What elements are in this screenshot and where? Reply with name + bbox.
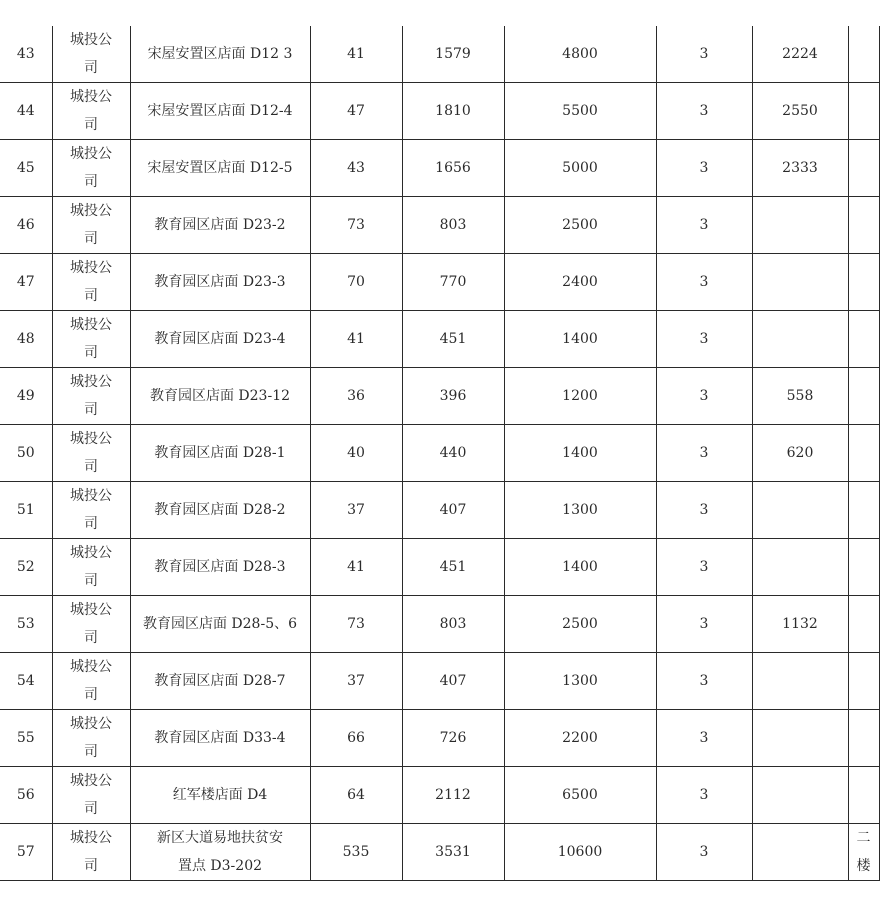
location-cell bbox=[130, 596, 310, 653]
note-cell bbox=[848, 767, 879, 824]
unit-cell bbox=[52, 26, 130, 83]
unit-cell bbox=[52, 254, 130, 311]
value-cell-7 bbox=[752, 482, 848, 539]
value-cell-6: 3 bbox=[656, 767, 752, 824]
value-cell-3: 47 bbox=[310, 83, 402, 140]
location-line: 教育园区店面 D23-12 bbox=[149, 388, 291, 404]
value-cell-5: 2500 bbox=[504, 596, 656, 653]
location-cell bbox=[130, 482, 310, 539]
value-cell-4: 726 bbox=[402, 710, 504, 767]
table-row bbox=[0, 140, 879, 197]
value-cell-5: 1400 bbox=[504, 425, 656, 482]
value-cell-3: 36 bbox=[310, 368, 402, 425]
unit-line: 司 bbox=[84, 345, 98, 361]
table-row bbox=[0, 26, 879, 83]
rental-table bbox=[0, 26, 880, 881]
value-cell-5: 2400 bbox=[504, 254, 656, 311]
note-cell bbox=[848, 83, 879, 140]
row-number-cell: 51 bbox=[0, 482, 52, 539]
unit-cell bbox=[52, 596, 130, 653]
unit-line: 司 bbox=[84, 516, 98, 532]
table-row bbox=[0, 710, 879, 767]
table-row bbox=[0, 824, 879, 881]
unit-line: 城投公 bbox=[70, 32, 112, 48]
table-row bbox=[0, 83, 879, 140]
value-cell-5: 4800 bbox=[504, 26, 656, 83]
unit-line: 城投公 bbox=[70, 830, 112, 846]
location-line: 教育园区店面 D33-4 bbox=[154, 730, 286, 746]
value-cell-4: 407 bbox=[402, 653, 504, 710]
value-cell-7 bbox=[752, 710, 848, 767]
row-number-cell: 45 bbox=[0, 140, 52, 197]
unit-line: 城投公 bbox=[70, 659, 112, 675]
row-number-cell: 48 bbox=[0, 311, 52, 368]
unit-line: 司 bbox=[84, 231, 98, 247]
value-cell-7 bbox=[752, 254, 848, 311]
value-cell-3: 70 bbox=[310, 254, 402, 311]
location-cell bbox=[130, 710, 310, 767]
unit-cell bbox=[52, 140, 130, 197]
unit-cell bbox=[52, 653, 130, 710]
value-cell-4: 3531 bbox=[402, 824, 504, 881]
row-number-cell: 46 bbox=[0, 197, 52, 254]
value-cell-4: 1579 bbox=[402, 26, 504, 83]
location-cell bbox=[130, 767, 310, 824]
location-line: 新区大道易地扶贫安 bbox=[157, 830, 283, 846]
row-number-cell: 53 bbox=[0, 596, 52, 653]
value-cell-7 bbox=[752, 653, 848, 710]
row-number-cell: 47 bbox=[0, 254, 52, 311]
value-cell-3: 73 bbox=[310, 197, 402, 254]
row-number-cell: 44 bbox=[0, 83, 52, 140]
unit-cell bbox=[52, 482, 130, 539]
value-cell-4: 407 bbox=[402, 482, 504, 539]
unit-line: 城投公 bbox=[70, 203, 112, 219]
value-cell-7: 2550 bbox=[752, 83, 848, 140]
note-cell bbox=[848, 824, 879, 881]
table-row bbox=[0, 482, 879, 539]
value-cell-6: 3 bbox=[656, 596, 752, 653]
value-cell-5: 1200 bbox=[504, 368, 656, 425]
row-number-cell: 52 bbox=[0, 539, 52, 596]
note-cell bbox=[848, 311, 879, 368]
location-cell bbox=[130, 824, 310, 881]
location-cell bbox=[130, 254, 310, 311]
value-cell-4: 451 bbox=[402, 311, 504, 368]
unit-line: 城投公 bbox=[70, 260, 112, 276]
row-number-cell: 54 bbox=[0, 653, 52, 710]
location-cell bbox=[130, 653, 310, 710]
unit-line: 城投公 bbox=[70, 374, 112, 390]
value-cell-5: 6500 bbox=[504, 767, 656, 824]
value-cell-7: 558 bbox=[752, 368, 848, 425]
location-line: 教育园区店面 D23-4 bbox=[154, 331, 286, 347]
value-cell-3: 64 bbox=[310, 767, 402, 824]
location-cell bbox=[130, 368, 310, 425]
location-cell bbox=[130, 83, 310, 140]
location-line: 宋屋安置区店面 D12-4 bbox=[147, 103, 293, 119]
unit-cell bbox=[52, 824, 130, 881]
value-cell-3: 41 bbox=[310, 311, 402, 368]
note-cell bbox=[848, 425, 879, 482]
value-cell-7: 2224 bbox=[752, 26, 848, 83]
row-number-cell: 50 bbox=[0, 425, 52, 482]
unit-line: 城投公 bbox=[70, 545, 112, 561]
note-cell bbox=[848, 482, 879, 539]
location-line: 教育园区店面 D23-3 bbox=[154, 274, 286, 290]
value-cell-5: 2500 bbox=[504, 197, 656, 254]
value-cell-7: 2333 bbox=[752, 140, 848, 197]
value-cell-3: 37 bbox=[310, 482, 402, 539]
row-number-cell: 43 bbox=[0, 26, 52, 83]
unit-line: 司 bbox=[84, 687, 98, 703]
unit-line: 司 bbox=[84, 858, 98, 874]
table-row bbox=[0, 368, 879, 425]
value-cell-7 bbox=[752, 539, 848, 596]
table-row bbox=[0, 311, 879, 368]
unit-line: 司 bbox=[84, 459, 98, 475]
unit-line: 司 bbox=[84, 60, 98, 76]
value-cell-4: 2112 bbox=[402, 767, 504, 824]
table-row bbox=[0, 596, 879, 653]
value-cell-6: 3 bbox=[656, 311, 752, 368]
unit-cell bbox=[52, 197, 130, 254]
note-cell bbox=[848, 140, 879, 197]
location-cell bbox=[130, 140, 310, 197]
note-cell bbox=[848, 26, 879, 83]
value-cell-5: 5000 bbox=[504, 140, 656, 197]
value-cell-7 bbox=[752, 767, 848, 824]
unit-line: 城投公 bbox=[70, 488, 112, 504]
unit-cell bbox=[52, 767, 130, 824]
value-cell-6: 3 bbox=[656, 140, 752, 197]
location-line: 教育园区店面 D28-1 bbox=[154, 445, 286, 461]
location-line: 教育园区店面 D28-5、6 bbox=[142, 616, 298, 632]
table-row bbox=[0, 197, 879, 254]
value-cell-7 bbox=[752, 311, 848, 368]
location-line: 教育园区店面 D28-7 bbox=[154, 673, 286, 689]
value-cell-5: 1300 bbox=[504, 482, 656, 539]
unit-line: 城投公 bbox=[70, 602, 112, 618]
unit-line: 司 bbox=[84, 573, 98, 589]
table-body bbox=[0, 26, 879, 881]
value-cell-5: 1400 bbox=[504, 311, 656, 368]
location-line: 教育园区店面 D23-2 bbox=[154, 217, 286, 233]
value-cell-6: 3 bbox=[656, 824, 752, 881]
value-cell-3: 66 bbox=[310, 710, 402, 767]
value-cell-3: 40 bbox=[310, 425, 402, 482]
value-cell-5: 10600 bbox=[504, 824, 656, 881]
value-cell-4: 1810 bbox=[402, 83, 504, 140]
location-cell bbox=[130, 197, 310, 254]
note-cell bbox=[848, 653, 879, 710]
value-cell-3: 73 bbox=[310, 596, 402, 653]
value-cell-6: 3 bbox=[656, 83, 752, 140]
row-number-cell: 56 bbox=[0, 767, 52, 824]
location-line: 教育园区店面 D28-2 bbox=[154, 502, 286, 518]
value-cell-4: 440 bbox=[402, 425, 504, 482]
value-cell-7 bbox=[752, 824, 848, 881]
location-cell bbox=[130, 425, 310, 482]
unit-cell bbox=[52, 83, 130, 140]
value-cell-6: 3 bbox=[656, 653, 752, 710]
value-cell-3: 43 bbox=[310, 140, 402, 197]
value-cell-6: 3 bbox=[656, 482, 752, 539]
value-cell-4: 770 bbox=[402, 254, 504, 311]
note-cell bbox=[848, 539, 879, 596]
value-cell-6: 3 bbox=[656, 539, 752, 596]
location-line: 红军楼店面 D4 bbox=[172, 787, 268, 803]
location-cell bbox=[130, 26, 310, 83]
value-cell-5: 1400 bbox=[504, 539, 656, 596]
value-cell-5: 1300 bbox=[504, 653, 656, 710]
unit-line: 司 bbox=[84, 402, 98, 418]
unit-line: 司 bbox=[84, 174, 98, 190]
value-cell-5: 2200 bbox=[504, 710, 656, 767]
value-cell-7: 620 bbox=[752, 425, 848, 482]
note-line: 二 bbox=[856, 830, 871, 846]
unit-line: 司 bbox=[84, 117, 98, 133]
value-cell-7 bbox=[752, 197, 848, 254]
unit-line: 城投公 bbox=[70, 89, 112, 105]
value-cell-7: 1132 bbox=[752, 596, 848, 653]
unit-line: 城投公 bbox=[70, 431, 112, 447]
table-row bbox=[0, 254, 879, 311]
value-cell-3: 37 bbox=[310, 653, 402, 710]
value-cell-4: 803 bbox=[402, 596, 504, 653]
unit-line: 城投公 bbox=[70, 146, 112, 162]
unit-cell bbox=[52, 539, 130, 596]
value-cell-4: 803 bbox=[402, 197, 504, 254]
location-line: 宋屋安置区店面 D12-5 bbox=[147, 160, 293, 176]
value-cell-6: 3 bbox=[656, 425, 752, 482]
table-row bbox=[0, 653, 879, 710]
document-page bbox=[0, 26, 893, 881]
location-line: 教育园区店面 D28-3 bbox=[154, 559, 286, 575]
location-line: 置点 D3-202 bbox=[177, 858, 263, 874]
unit-cell bbox=[52, 311, 130, 368]
value-cell-6: 3 bbox=[656, 26, 752, 83]
note-cell bbox=[848, 368, 879, 425]
value-cell-3: 41 bbox=[310, 539, 402, 596]
value-cell-6: 3 bbox=[656, 254, 752, 311]
unit-line: 司 bbox=[84, 630, 98, 646]
note-cell bbox=[848, 197, 879, 254]
table-row bbox=[0, 539, 879, 596]
location-line: 宋屋安置区店面 D12 3 bbox=[147, 46, 293, 62]
unit-line: 城投公 bbox=[70, 716, 112, 732]
value-cell-4: 451 bbox=[402, 539, 504, 596]
unit-line: 司 bbox=[84, 744, 98, 760]
unit-line: 城投公 bbox=[70, 773, 112, 789]
value-cell-6: 3 bbox=[656, 710, 752, 767]
note-cell bbox=[848, 254, 879, 311]
unit-line: 城投公 bbox=[70, 317, 112, 333]
value-cell-6: 3 bbox=[656, 197, 752, 254]
location-cell bbox=[130, 539, 310, 596]
value-cell-3: 41 bbox=[310, 26, 402, 83]
unit-cell bbox=[52, 425, 130, 482]
value-cell-6: 3 bbox=[656, 368, 752, 425]
row-number-cell: 57 bbox=[0, 824, 52, 881]
unit-cell bbox=[52, 710, 130, 767]
table-row bbox=[0, 425, 879, 482]
unit-line: 司 bbox=[84, 288, 98, 304]
location-cell bbox=[130, 311, 310, 368]
value-cell-3: 535 bbox=[310, 824, 402, 881]
value-cell-4: 1656 bbox=[402, 140, 504, 197]
note-cell bbox=[848, 710, 879, 767]
table-row bbox=[0, 767, 879, 824]
unit-line: 司 bbox=[84, 801, 98, 817]
unit-cell bbox=[52, 368, 130, 425]
row-number-cell: 49 bbox=[0, 368, 52, 425]
value-cell-4: 396 bbox=[402, 368, 504, 425]
value-cell-5: 5500 bbox=[504, 83, 656, 140]
row-number-cell: 55 bbox=[0, 710, 52, 767]
note-cell bbox=[848, 596, 879, 653]
note-line: 楼 bbox=[856, 858, 871, 874]
